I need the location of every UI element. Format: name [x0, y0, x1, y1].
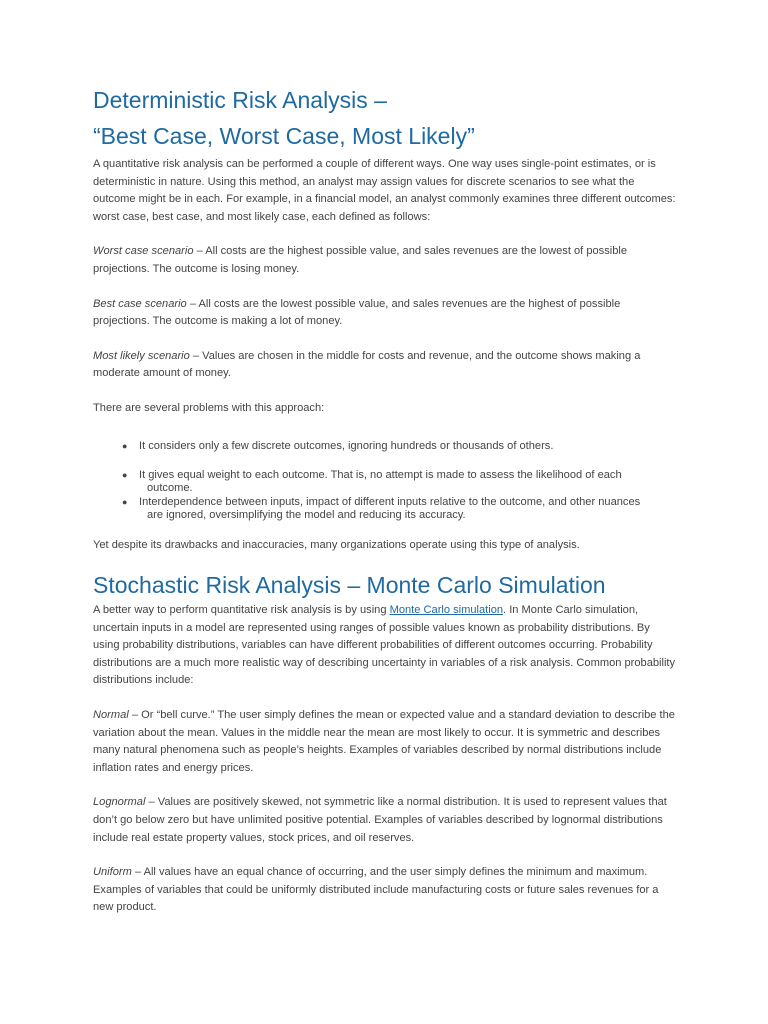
most-likely-term: Most likely scenario [93, 349, 190, 362]
lognormal-term: Lognormal [93, 796, 146, 809]
worst-case-text: – All costs are the highest possible value, and sales revenues are the lowest of possible projections. The outcome is losing money. [93, 245, 628, 275]
normal-term: Normal [93, 709, 129, 722]
problems-list [93, 440, 678, 522]
section1-title-line2: “Best Case, Worst Case, Most Likely” [93, 123, 475, 149]
bullet-icon: ● [122, 496, 128, 507]
worst-case-term: Worst case scenario [93, 245, 194, 258]
best-case-paragraph [93, 296, 678, 331]
normal-paragraph [93, 707, 678, 777]
monte-carlo-link[interactable]: Monte Carlo simulation [389, 604, 504, 617]
list-item [122, 469, 678, 495]
section2-intro-start: A better way to perform quantitative risk analysis is by using [93, 604, 390, 617]
bullet-line1: It gives equal weight to each outcome. That is, no attempt is made to assess the likelihood of each [139, 469, 622, 482]
bullet-line2: outcome. [147, 482, 193, 495]
section1-title-line1: Deterministic Risk Analysis – [93, 87, 387, 113]
list-item [122, 496, 678, 522]
bullet-icon: ● [122, 440, 128, 451]
section1-intro: A quantitative risk analysis can be performed a couple of different ways. One way uses single-point estimates, or is deterministic in nature. Using this method, an analyst may assign values for discrete scenarios to see what the outcome might be in each. For example, in a financial model, an analyst commonly examines three different outcomes: worst case, best case, and most likely case, each defined as follows: [93, 158, 676, 223]
uniform-term: Uniform [93, 866, 132, 879]
most-likely-paragraph [93, 348, 678, 383]
normal-text: – Or “bell curve.” The user simply defines the mean or expected value and a standard deviation to describe the variation about the mean. Values in the middle near the mean are most likely to occur. It is symmetric and describes many natural phenomena such as people’s heights. Examples of variables described by normal distributions include inflation rates and energy prices. [93, 709, 675, 774]
uniform-paragraph [93, 864, 678, 917]
list-item [122, 440, 678, 453]
best-case-term: Best case scenario [93, 297, 187, 310]
most-likely-text: – Values are chosen in the middle for costs and revenue, and the outcome shows making a moderate amount of money. [93, 349, 641, 380]
lognormal-text: – Values are positively skewed, not symmetric like a normal distribution. It is used to represent values that don’t go below zero but have unlimited positive potential. Examples of variables described by lognormal distributions include real estate property values, stock prices, and oil reserves. [93, 796, 667, 844]
worst-case-paragraph [93, 243, 678, 278]
bullet-line1: It considers only a few discrete outcomes, ignoring hundreds or thousands of others. [139, 439, 554, 452]
section2-intro [93, 602, 678, 690]
lognormal-paragraph [93, 794, 678, 847]
section2-title: Stochastic Risk Analysis – Monte Carlo Simulation [93, 572, 606, 599]
section2-intro-rest: . In Monte Carlo simulation, uncertain inputs in a model are represented using ranges of possible values known as probability distributions. By using probability distributions, variables can have different probabilities of different outcomes occurring. Probability distributions are a much more realistic way of describing uncertainty in variables of a risk analysis. Common probability distributions include: [93, 604, 676, 687]
section1-closing: Yet despite its drawbacks and inaccuracies, many organizations operate using this type of analysis. [93, 538, 580, 551]
bullet-icon: ● [122, 470, 128, 481]
best-case-text: – All costs are the lowest possible value, and sales revenues are the highest of possible projections. The outcome is making a lot of money. [93, 297, 621, 328]
uniform-text: – All values have an equal chance of occurring, and the user simply defines the minimum and maximum. Examples of variables that could be uniformly distributed include manufacturing costs or future sales revenues for a new product. [93, 866, 659, 914]
bullet-line2: are ignored, oversimplifying the model and reducing its accuracy. [147, 508, 466, 521]
bullet-line1: Interdependence between inputs, impact of different inputs relative to the outcome, and other nuances [139, 495, 641, 508]
document-page [93, 82, 678, 917]
problems-intro: There are several problems with this approach: [93, 401, 325, 414]
